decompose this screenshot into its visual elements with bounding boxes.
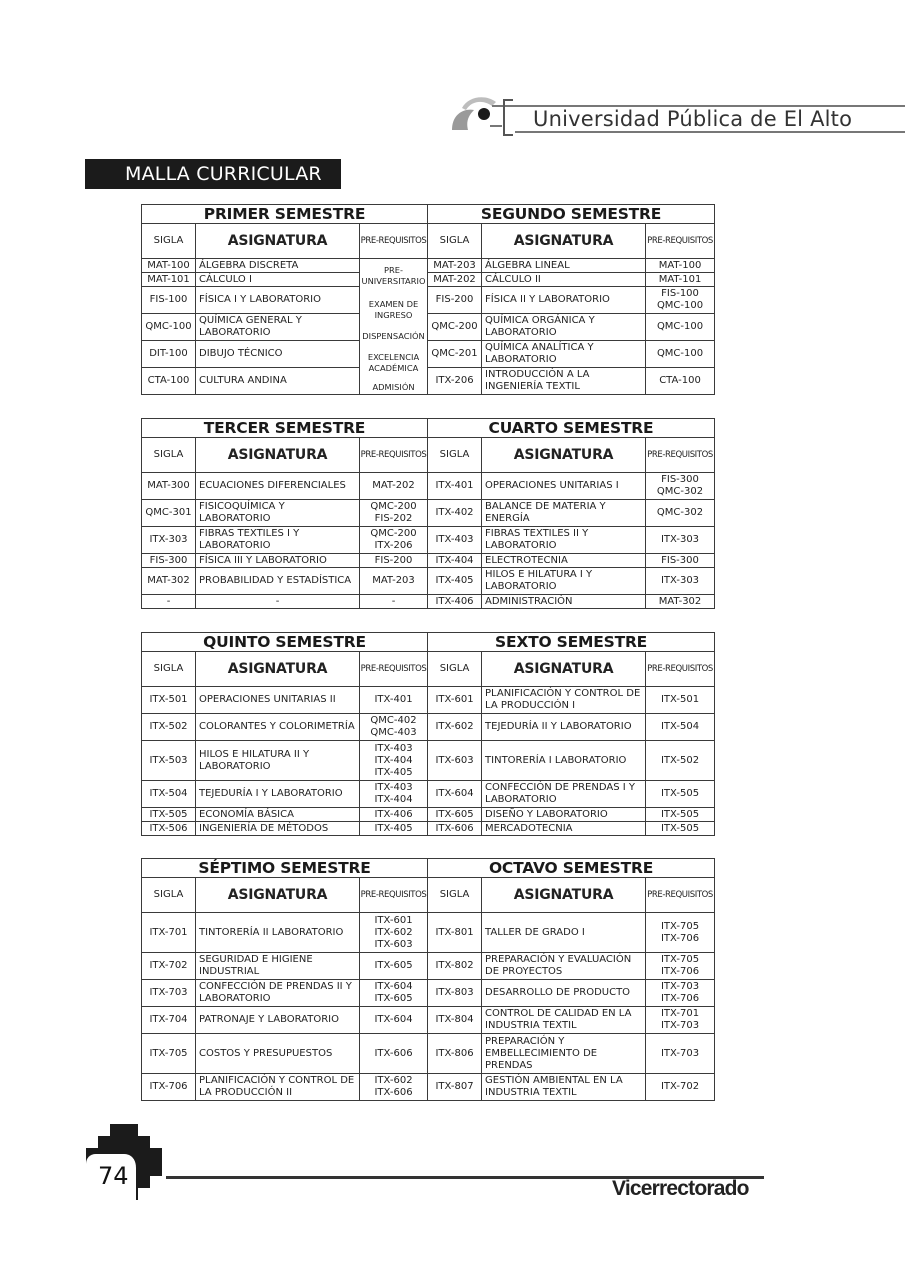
cell-prerequisitos	[360, 687, 428, 714]
col-header-asignatura: ASIGNATURA	[482, 652, 646, 687]
cell-asignatura: CULTURA ANDINA	[196, 368, 360, 395]
cell-sigla: ITX-706	[142, 1074, 196, 1101]
pre-item: ITX-401	[374, 694, 413, 705]
pre-item: ITX-405	[374, 766, 413, 778]
semester-title: SÉPTIMO SEMESTRE	[142, 859, 428, 878]
pre-item: ITX-406	[374, 808, 413, 820]
cell-asignatura: DISEÑO Y LABORATORIO	[482, 808, 646, 822]
pre-item: ITX-703	[660, 981, 700, 992]
cell-prerequisitos	[360, 1074, 428, 1101]
cell-sigla: -	[142, 595, 196, 609]
table-row	[142, 808, 715, 822]
cell-asignatura: ÁLGEBRA LINEAL	[482, 259, 646, 273]
pre-item: MAT-202	[372, 480, 415, 491]
pre-item: ITX-605	[374, 960, 413, 971]
pre-item: ITX-403	[374, 742, 413, 754]
table-row	[142, 341, 715, 368]
cell-sigla: ITX-704	[142, 1007, 196, 1034]
cell-prerequisitos	[646, 1034, 715, 1074]
table-row	[142, 595, 715, 609]
cell-prerequisitos	[646, 595, 715, 609]
cell-sigla: ITX-703	[142, 980, 196, 1007]
cell-asignatura: CÁLCULO I	[196, 273, 360, 287]
col-header-prerequisitos: PRE-REQUISITOS	[360, 878, 428, 913]
cell-prerequisitos	[646, 781, 715, 808]
pre-item: ITX-703	[660, 1020, 700, 1031]
cell-asignatura: OPERACIONES UNITARIAS I	[482, 473, 646, 500]
pre-item: QMC-100	[656, 321, 704, 332]
pre-item: -	[391, 595, 396, 607]
cell-sigla: QMC-100	[142, 314, 196, 341]
cell-prerequisitos	[360, 527, 428, 554]
cell-sigla: ITX-802	[428, 953, 482, 980]
col-header-asignatura: ASIGNATURA	[196, 878, 360, 913]
cell-prerequisitos	[360, 568, 428, 595]
cell-sigla: ITX-702	[142, 953, 196, 980]
pre-item: FIS-100	[661, 288, 699, 299]
table-row	[142, 473, 715, 500]
cell-asignatura: HILOS E HILATURA II Y LABORATORIO	[196, 741, 360, 781]
cell-sigla: ITX-602	[428, 714, 482, 741]
col-header-asignatura: ASIGNATURA	[482, 878, 646, 913]
cell-asignatura: MERCADOTECNIA	[482, 822, 646, 836]
table-row	[142, 287, 715, 314]
cell-asignatura: GESTIÓN AMBIENTAL EN LA INDUSTRIA TEXTIL	[482, 1074, 646, 1101]
pre-item: EXAMEN DE INGRESO	[368, 299, 419, 320]
pre-item: QMC-100	[656, 348, 704, 359]
cell-asignatura: PREPARACIÓN Y EMBELLECIMIENTO DE PRENDAS	[482, 1034, 646, 1074]
table-row	[142, 368, 715, 395]
cell-asignatura: FÍSICA II Y LABORATORIO	[482, 287, 646, 314]
cell-prerequisitos	[646, 273, 715, 287]
col-header-prerequisitos: PRE-REQUISITOS	[360, 224, 428, 259]
pre-item: ITX-606	[374, 1087, 413, 1098]
header-rule-bottom	[515, 131, 905, 133]
pre-item: QMC-302	[656, 486, 704, 497]
cell-sigla: QMC-301	[142, 500, 196, 527]
cell-sigla: DIT-100	[142, 341, 196, 368]
cell-asignatura: FISICOQUÍMICA Y LABORATORIO	[196, 500, 360, 527]
cell-asignatura: BALANCE DE MATERIA Y ENERGÍA	[482, 500, 646, 527]
pre-item: ITX-703	[660, 1047, 700, 1059]
pre-item: ITX-505	[660, 788, 700, 799]
col-header-prerequisitos: PRE-REQUISITOS	[646, 878, 715, 913]
cell-prerequisitos	[646, 822, 715, 836]
pre-item: ITX-404	[374, 794, 413, 805]
cell-sigla: MAT-203	[428, 259, 482, 273]
cell-prerequisitos	[646, 913, 715, 953]
semester-title: SEGUNDO SEMESTRE	[428, 205, 715, 224]
pre-item: ITX-403	[374, 782, 413, 793]
cell-asignatura: TALLER DE GRADO I	[482, 913, 646, 953]
col-header-prerequisitos: PRE-REQUISITOS	[646, 652, 715, 687]
pre-item: FIS-202	[374, 513, 413, 524]
page-number: 74	[98, 1162, 129, 1190]
cell-sigla: FIS-100	[142, 287, 196, 314]
pre-item: QMC-200	[370, 501, 417, 512]
cell-prerequisitos	[360, 500, 428, 527]
pre-item: QMC-200	[370, 528, 417, 539]
semester-table-3-4	[141, 418, 715, 609]
cell-prerequisitos	[360, 595, 428, 609]
cell-prerequisitos	[360, 473, 428, 500]
vicerrectorado-logo: Vicerrectorado	[612, 1177, 749, 1200]
semester-title: OCTAVO SEMESTRE	[428, 859, 715, 878]
pre-item: ITX-505	[660, 822, 700, 834]
pre-item: MAT-101	[658, 273, 702, 285]
table-row	[142, 781, 715, 808]
col-header-sigla: SIGLA	[428, 224, 482, 259]
pre-item: ITX-602	[374, 926, 413, 938]
table-row	[142, 554, 715, 568]
cell-prerequisitos	[360, 1007, 428, 1034]
cell-prerequisitos	[646, 741, 715, 781]
cell-asignatura: CÁLCULO II	[482, 273, 646, 287]
pre-item: ITX-404	[374, 754, 413, 766]
cell-prerequisitos	[646, 341, 715, 368]
cell-sigla: QMC-201	[428, 341, 482, 368]
pre-item: ITX-405	[374, 822, 413, 834]
col-header-sigla: SIGLA	[428, 438, 482, 473]
col-header-sigla: SIGLA	[142, 878, 196, 913]
cell-sigla: ITX-806	[428, 1034, 482, 1074]
pre-item: ITX-706	[660, 932, 700, 944]
pre-item: ITX-705	[660, 920, 700, 932]
cell-sigla: ITX-803	[428, 980, 482, 1007]
cell-asignatura: QUÍMICA GENERAL Y LABORATORIO	[196, 314, 360, 341]
cell-asignatura: HILOS E HILATURA I Y LABORATORIO	[482, 568, 646, 595]
cell-sigla: MAT-100	[142, 259, 196, 273]
cell-prerequisitos	[646, 687, 715, 714]
table-row	[142, 527, 715, 554]
col-header-sigla: SIGLA	[428, 652, 482, 687]
pre-item: MAT-302	[658, 595, 702, 607]
cell-prerequisitos	[646, 1074, 715, 1101]
cell-sigla: MAT-101	[142, 273, 196, 287]
col-header-prerequisitos: PRE-REQUISITOS	[646, 224, 715, 259]
cell-prerequisitos	[646, 953, 715, 980]
cell-prerequisitos	[360, 822, 428, 836]
cell-asignatura: CONTROL DE CALIDAD EN LA INDUSTRIA TEXTIL	[482, 1007, 646, 1034]
cell-sigla: ITX-402	[428, 500, 482, 527]
cell-asignatura: OPERACIONES UNITARIAS II	[196, 687, 360, 714]
cell-sigla: ITX-405	[428, 568, 482, 595]
pre-item: ITX-604	[374, 981, 413, 992]
cell-sigla: ITX-403	[428, 527, 482, 554]
cell-prerequisitos	[360, 808, 428, 822]
col-header-prerequisitos: PRE-REQUISITOS	[360, 438, 428, 473]
cell-sigla: ITX-502	[142, 714, 196, 741]
cell-asignatura: PROBABILIDAD Y ESTADÍSTICA	[196, 568, 360, 595]
cell-sigla: ITX-501	[142, 687, 196, 714]
cell-prerequisitos	[646, 808, 715, 822]
cell-sigla: MAT-300	[142, 473, 196, 500]
table-row	[142, 568, 715, 595]
pre-item: ITX-606	[374, 1047, 413, 1059]
col-header-asignatura: ASIGNATURA	[482, 224, 646, 259]
cell-asignatura: DIBUJO TÉCNICO	[196, 341, 360, 368]
cell-sigla: FIS-200	[428, 287, 482, 314]
semester-title: SEXTO SEMESTRE	[428, 633, 715, 652]
cell-asignatura: PLANIFICACIÓN Y CONTROL DE LA PRODUCCIÓN I	[482, 687, 646, 714]
col-header-asignatura: ASIGNATURA	[196, 438, 360, 473]
cell-sigla: ITX-401	[428, 473, 482, 500]
cell-sigla: ITX-804	[428, 1007, 482, 1034]
pre-item: ITX-705	[660, 954, 700, 965]
cell-prerequisitos	[646, 259, 715, 273]
cell-asignatura: SEGURIDAD E HIGIENE INDUSTRIAL	[196, 953, 360, 980]
table-row	[142, 714, 715, 741]
cell-sigla: CTA-100	[142, 368, 196, 395]
pre-item: ITX-504	[660, 721, 700, 732]
cell-sigla: ITX-504	[142, 781, 196, 808]
cell-sigla: ITX-606	[428, 822, 482, 836]
pre-item: ITX-602	[374, 1075, 413, 1086]
cell-asignatura: FIBRAS TEXTILES I Y LABORATORIO	[196, 527, 360, 554]
cell-prerequisitos	[646, 980, 715, 1007]
cell-prerequisitos	[360, 980, 428, 1007]
cell-prerequisitos	[646, 714, 715, 741]
section-title: MALLA CURRICULAR	[85, 159, 341, 189]
cell-sigla: ITX-404	[428, 554, 482, 568]
col-header-sigla: SIGLA	[428, 878, 482, 913]
cell-prerequisitos	[646, 368, 715, 395]
cell-sigla: ITX-603	[428, 741, 482, 781]
cell-asignatura: PLANIFICACIÓN Y CONTROL DE LA PRODUCCIÓN II	[196, 1074, 360, 1101]
table-row	[142, 1034, 715, 1074]
cell-sigla: QMC-200	[428, 314, 482, 341]
cell-prerequisitos-merged	[360, 259, 428, 395]
cell-sigla: ITX-506	[142, 822, 196, 836]
cell-prerequisitos	[360, 781, 428, 808]
pre-item: ITX-303	[660, 534, 700, 545]
cell-asignatura: -	[196, 595, 360, 609]
cell-asignatura: FÍSICA III Y LABORATORIO	[196, 554, 360, 568]
table-row	[142, 314, 715, 341]
cell-asignatura: ECUACIONES DIFERENCIALES	[196, 473, 360, 500]
cell-prerequisitos	[646, 1007, 715, 1034]
col-header-sigla: SIGLA	[142, 652, 196, 687]
table-row	[142, 1074, 715, 1101]
cell-asignatura: INGENIERÍA DE MÉTODOS	[196, 822, 360, 836]
semester-title: PRIMER SEMESTRE	[142, 205, 428, 224]
cell-asignatura: QUÍMICA ORGÁNICA Y LABORATORIO	[482, 314, 646, 341]
cell-prerequisitos	[360, 1034, 428, 1074]
university-logo	[450, 92, 502, 137]
cell-asignatura: TEJEDURÍA I Y LABORATORIO	[196, 781, 360, 808]
table-row	[142, 500, 715, 527]
table-row	[142, 273, 715, 287]
cell-asignatura: FIBRAS TEXTILES II Y LABORATORIO	[482, 527, 646, 554]
cell-asignatura: CONFECCIÓN DE PRENDAS II Y LABORATORIO	[196, 980, 360, 1007]
semester-title: CUARTO SEMESTRE	[428, 419, 715, 438]
col-header-sigla: SIGLA	[142, 438, 196, 473]
cell-prerequisitos	[360, 741, 428, 781]
table-row	[142, 1007, 715, 1034]
cell-asignatura: COLORANTES Y COLORIMETRÍA	[196, 714, 360, 741]
pre-item: FIS-300	[661, 474, 699, 485]
pre-item: QMC-402	[370, 715, 417, 726]
cell-prerequisitos	[646, 500, 715, 527]
semester-title: TERCER SEMESTRE	[142, 419, 428, 438]
pre-item: ITX-702	[660, 1081, 700, 1092]
pre-item: ADMISIÓN	[372, 382, 415, 392]
cell-prerequisitos	[360, 554, 428, 568]
semester-title: QUINTO SEMESTRE	[142, 633, 428, 652]
cell-prerequisitos	[360, 913, 428, 953]
pre-item: ITX-206	[374, 540, 413, 551]
pre-item: QMC-403	[370, 727, 417, 738]
cell-asignatura: QUÍMICA ANALÍTICA Y LABORATORIO	[482, 341, 646, 368]
table-row	[142, 980, 715, 1007]
pre-item: ITX-706	[660, 966, 700, 977]
pre-item: ITX-603	[374, 938, 413, 950]
cell-asignatura: PREPARACIÓN Y EVALUACIÓN DE PROYECTOS	[482, 953, 646, 980]
cell-sigla: ITX-601	[428, 687, 482, 714]
table-row	[142, 822, 715, 836]
cell-sigla: ITX-705	[142, 1034, 196, 1074]
university-title: Universidad Pública de El Alto	[533, 107, 853, 131]
col-header-sigla: SIGLA	[142, 224, 196, 259]
cell-prerequisitos	[360, 953, 428, 980]
pre-item: FIS-300	[661, 554, 699, 566]
pre-item: ITX-505	[660, 808, 700, 820]
col-header-asignatura: ASIGNATURA	[196, 652, 360, 687]
cell-sigla: ITX-303	[142, 527, 196, 554]
cell-prerequisitos	[646, 473, 715, 500]
cell-prerequisitos	[646, 527, 715, 554]
cell-asignatura: PATRONAJE Y LABORATORIO	[196, 1007, 360, 1034]
cell-sigla: ITX-605	[428, 808, 482, 822]
table-row	[142, 687, 715, 714]
cell-sigla: MAT-202	[428, 273, 482, 287]
pre-item: PRE-UNIVERSITARIO	[361, 265, 426, 286]
cell-asignatura: ADMINISTRACIÓN	[482, 595, 646, 609]
cell-asignatura: DESARROLLO DE PRODUCTO	[482, 980, 646, 1007]
cell-sigla: ITX-406	[428, 595, 482, 609]
semester-table-7-8	[141, 858, 715, 1101]
cell-sigla: ITX-604	[428, 781, 482, 808]
cell-prerequisitos	[646, 568, 715, 595]
table-row	[142, 953, 715, 980]
cell-asignatura: CONFECCIÓN DE PRENDAS I Y LABORATORIO	[482, 781, 646, 808]
cell-asignatura: ELECTROTECNIA	[482, 554, 646, 568]
pre-item: MAT-203	[372, 575, 415, 586]
pre-item: ITX-701	[660, 1008, 700, 1019]
col-header-prerequisitos: PRE-REQUISITOS	[360, 652, 428, 687]
cell-sigla: ITX-503	[142, 741, 196, 781]
col-header-asignatura: ASIGNATURA	[482, 438, 646, 473]
cell-asignatura: TEJEDURÍA II Y LABORATORIO	[482, 714, 646, 741]
header-bracket	[503, 99, 513, 136]
pre-item: ITX-601	[374, 914, 413, 926]
cell-prerequisitos	[646, 287, 715, 314]
pre-item: EXCELENCIA ACADÉMICA	[367, 352, 420, 373]
cell-sigla: ITX-807	[428, 1074, 482, 1101]
pre-item: QMC-302	[656, 507, 704, 518]
table-row	[142, 741, 715, 781]
cell-sigla: ITX-206	[428, 368, 482, 395]
pre-item: ITX-303	[660, 575, 700, 586]
pre-item: ITX-501	[660, 694, 700, 705]
cell-asignatura: COSTOS Y PRESUPUESTOS	[196, 1034, 360, 1074]
col-header-prerequisitos: PRE-REQUISITOS	[646, 438, 715, 473]
pre-item: ITX-605	[374, 993, 413, 1004]
cell-asignatura: FÍSICA I Y LABORATORIO	[196, 287, 360, 314]
cell-sigla: ITX-505	[142, 808, 196, 822]
cell-asignatura: TINTORERÍA I LABORATORIO	[482, 741, 646, 781]
cell-asignatura: INTRODUCCIÓN A LA INGENIERÍA TEXTIL	[482, 368, 646, 395]
cell-asignatura: ÁLGEBRA DISCRETA	[196, 259, 360, 273]
pre-item: ITX-604	[374, 1014, 413, 1025]
pre-item: FIS-200	[374, 554, 413, 566]
cell-asignatura: ECONOMÍA BÁSICA	[196, 808, 360, 822]
pre-item: CTA-100	[659, 375, 701, 386]
col-header-asignatura: ASIGNATURA	[196, 224, 360, 259]
pre-item: MAT-100	[658, 259, 702, 271]
cell-sigla: MAT-302	[142, 568, 196, 595]
table-row	[142, 913, 715, 953]
pre-item: DISPENSACIÓN	[362, 331, 425, 341]
cell-prerequisitos	[360, 714, 428, 741]
cell-sigla: ITX-801	[428, 913, 482, 953]
semester-table-5-6	[141, 632, 715, 836]
cell-asignatura: TINTORERÍA II LABORATORIO	[196, 913, 360, 953]
table-row	[142, 259, 715, 273]
pre-item: ITX-502	[660, 754, 700, 766]
cell-prerequisitos	[646, 314, 715, 341]
cell-prerequisitos	[646, 554, 715, 568]
cell-sigla: ITX-701	[142, 913, 196, 953]
pre-item: QMC-100	[656, 300, 704, 311]
pre-item: ITX-706	[660, 993, 700, 1004]
semester-table-1-2	[141, 204, 715, 395]
cell-sigla: FIS-300	[142, 554, 196, 568]
